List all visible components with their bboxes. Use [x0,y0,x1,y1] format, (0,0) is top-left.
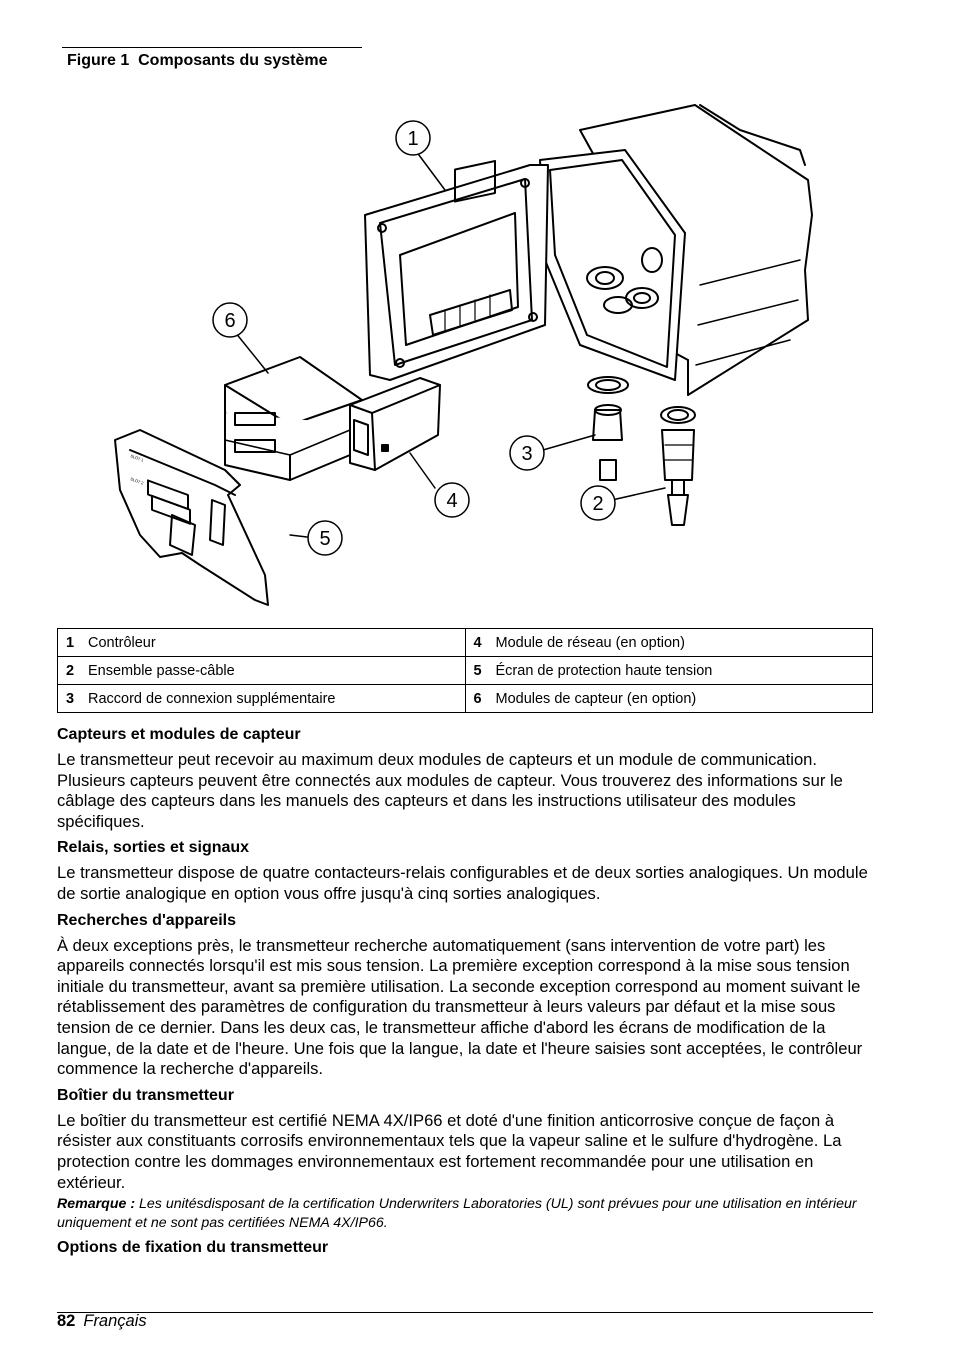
footer-language: Français [83,1312,147,1330]
note [57,1195,875,1233]
section-heading-mounting: Options de fixation du transmetteur [57,1239,329,1257]
legend-cell: 1 Contrôleur [58,629,466,657]
section-heading-sensors: Capteurs et modules de capteur [57,726,301,743]
figure-legend-table [57,628,873,713]
legend-cell: 5 Écran de protection haute tension [465,657,873,685]
section-heading-relays: Relais, sorties et signaux [57,839,250,857]
callout-2-label: 2 [592,493,604,515]
callout-5-label: 5 [319,528,331,550]
callout-6-label: 6 [224,310,236,332]
section-heading-enclosure: Boîtier du transmetteur [57,1086,234,1104]
page-number: 82 [57,1312,76,1330]
legend-row [58,685,873,713]
controller-illustration [365,105,812,395]
figure-title: Composants du système [138,52,328,69]
section-body-enclosure: Le boîtier du transmetteur est certifié NEMA 4X/IP66 et doté d'une finition anticorrosive conçue de façon à résister aux constituants corrosifs environnementaux tels que la vapeur saline et le sulfure d'hydrogène. La protection contre les dommages environnementaux est fortement recommandée pour une utilisation en extérieur. [57,1110,842,1192]
legend-cell: 2 Ensemble passe-câble [58,657,466,685]
legend-row [58,629,873,657]
section-body-relays: Le transmetteur dispose de quatre contacteurs-relais configurables et de deux sorties analogiques. Un module de sortie analogique en option vous offre jusqu'à cinq sorties analogiques. [57,863,868,903]
system-components-illustration [100,95,840,615]
page-footer [57,1312,147,1331]
legend-cell: 6 Modules de capteur (en option) [465,685,873,713]
legend-cell: 4 Module de réseau (en option) [465,629,873,657]
figure-caption-rule [62,47,362,48]
figure-number: Figure 1 [67,52,130,69]
note-text: Les unitésdisposant de la certification Underwriters Laboratories (UL) sont prévues pour une utilisation en intérieur uniquement et ne sont pas certifiées NEMA 4X/IP66. [57,1196,857,1232]
callout-1-label: 1 [407,128,419,150]
legend-cell: 3 Raccord de connexion supplémentaire [58,685,466,713]
sensor-modules-illustration [225,357,362,480]
note-label: Remarque : [57,1196,136,1213]
section-body-device-search: À deux exceptions près, le transmetteur recherche automatiquement (sans intervention de votre part) les appareils connectés lorsqu'il est mis sous tension. La première exception correspond à la mise sous tension initiale du transmetteur, avant sa première utilisation. La seconde exception correspond au moment suivant le rétablissement des paramètres de configuration du transmetteur à leurs valeurs par défaut et la mise sous tension de ce dernier. Dans les deux cas, le transmetteur affiche d'abord les écrans de modification de la langue, de la date et de l'heure. Une fois que la langue, la date et l'heure saisies sont acceptées, le contrôleur commence la recherche d'appareils. [57,935,863,1079]
document-body [57,724,875,1259]
shield-slot-2-label: SLOT 2 [129,476,145,486]
network-module-illustration [350,378,440,470]
figure-caption [67,52,328,70]
shield-slot-1-label: SLOT 1 [129,453,145,463]
section-heading-device-search: Recherches d'appareils [57,911,236,929]
footer-rule [57,1312,873,1313]
callout-3-label: 3 [521,443,533,465]
legend-row [58,657,873,685]
section-body-sensors: Le transmetteur peut recevoir au maximum deux modules de capteurs et un module de communication. Plusieurs capteurs peuvent être connectés aux modules de capteur. Vous trouverez des informations sur le câblage des capteurs dans les manuels des capteurs et dans les instructions utilisateur des modules spécifiques. [57,750,843,831]
callout-4-label: 4 [446,490,458,512]
